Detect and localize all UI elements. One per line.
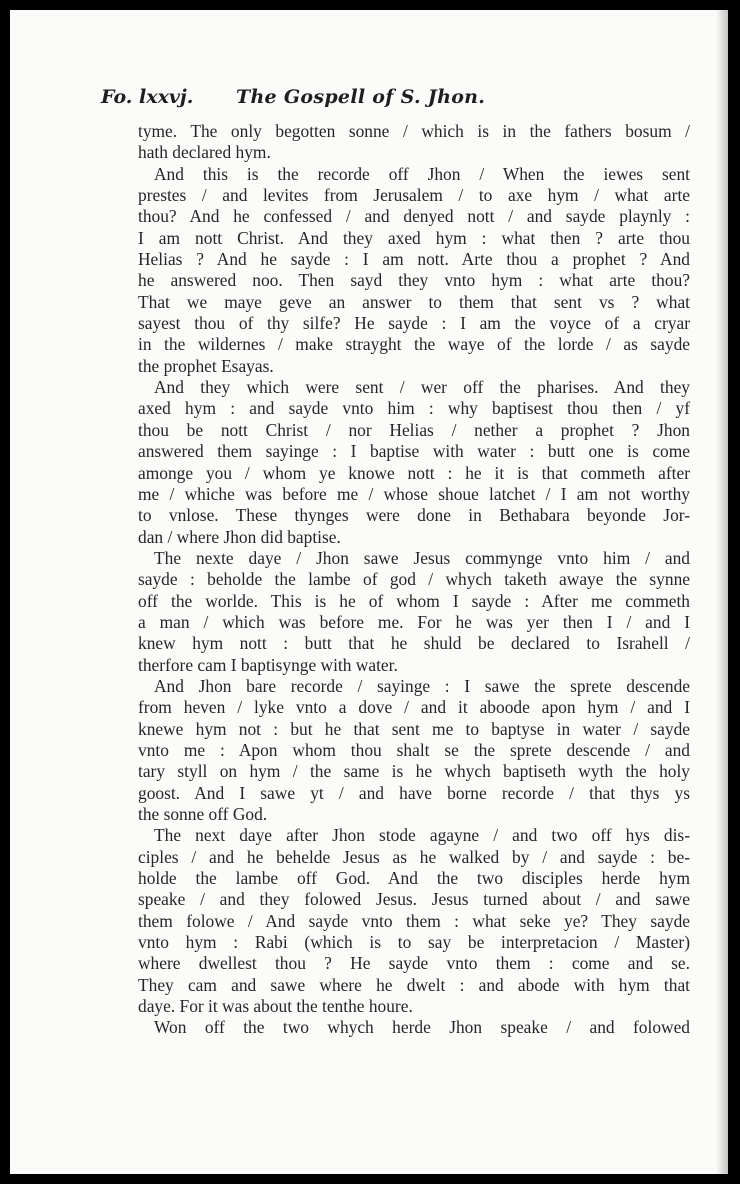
text-line: vnto hym : Rabi (which is to say be interpretacion / Master): [138, 932, 690, 953]
text-line: thou? And he confessed / and denyed nott / and sayde playnly :: [138, 206, 690, 227]
text-line: The next daye after Jhon stode agayne / and two off hys dis-: [154, 825, 690, 846]
text-line: goost. And I sawe yt / and have borne recorde / that thys ys: [138, 782, 690, 803]
text-line: them folowe / And sayde vnto them : what seke ye? They sayde: [138, 910, 690, 931]
text-line: I am nott Christ. And they axed hym : what then ? arte thou: [138, 227, 690, 248]
text-line: And they which were sent / wer off the pharises. And they: [154, 377, 690, 398]
text-line: thou be nott Christ / nor Helias / nether a prophet ? Jhon: [138, 419, 690, 440]
text-line: tyme. The only begotten sonne / which is in the fathers bosum /: [138, 121, 690, 141]
text-line: therfore cam I baptisynge with water.: [138, 654, 398, 675]
page-edge-shadow: [716, 10, 728, 1174]
text-line: They cam and sawe where he dwelt : and abode with hym that: [138, 974, 690, 995]
text-line: me / whiche was before me / whose shoue latchet / I am not worthy: [138, 483, 690, 504]
text-line: off the worlde. This is he of whom I sayde : After me commeth: [138, 590, 690, 611]
text-line: prestes / and levites from Jerusalem / to axe hym / what arte: [138, 185, 690, 206]
text-line: amonge you / whom ye knowe nott : he it is that commeth after: [138, 462, 690, 483]
text-line: the sonne off God.: [138, 804, 268, 824]
text-line: dan / where Jhon did baptise.: [138, 526, 341, 547]
book-page: [10, 10, 728, 1174]
text-line: in the wildernes / make strayght the waye of the lorde / as sayde: [138, 334, 690, 355]
text-line: That we maye geve an answer to them that sent vs ? what: [138, 291, 690, 312]
text-line: where dwellest thou ? He sayde vnto them : come and se.: [138, 953, 690, 974]
text-line: sayest thou of thy silfe? He sayde : I am the voyce of a cryar: [138, 313, 690, 334]
text-line: sayde : beholde the lambe of god / whych taketh awaye the synne: [138, 569, 690, 590]
text-line: The nexte daye / Jhon sawe Jesus commynge vnto him / and: [154, 547, 690, 568]
text-line: Helias ? And he sayde : I am nott. Arte thou a prophet ? And: [138, 249, 690, 270]
text-line: hath declared hym.: [138, 142, 271, 163]
text-line: speake / and they folowed Jesus. Jesus turned about / and sawe: [138, 889, 690, 910]
text-line: a man / which was before me. For he was yer then I / and I: [138, 611, 690, 632]
text-line: to vnlose. These thynges were done in Bethabara beyonde Jor-: [138, 505, 690, 526]
text-line: Won off the two whych herde Jhon speake / and folowed: [154, 1017, 690, 1038]
text-line: vnto me : Apon whom thou shalt se the sprete descende / and: [138, 739, 690, 760]
text-line: holde the lambe off God. And the two disciples herde hym: [138, 868, 690, 889]
running-header: [101, 82, 621, 116]
text-line: ciples / and he behelde Jesus as he walked by / and sayde : be-: [138, 846, 690, 867]
text-line: And this is the recorde off Jhon / When the iewes sent: [154, 163, 690, 184]
folio-number: Fo. lxxvj.: [101, 86, 194, 108]
text-line: And Jhon bare recorde / sayinge : I sawe the sprete descende: [154, 675, 690, 696]
text-line: he answered noo. Then sayd they vnto hym : what arte thou?: [138, 270, 690, 291]
text-line: axed hym : and sayde vnto him : why baptisest thou then / yf: [138, 398, 690, 419]
text-line: tary styll on hym / the same is he whych baptiseth wyth the holy: [138, 761, 690, 782]
body-text: [138, 121, 690, 1039]
text-line: knewe hym not : but he that sent me to baptyse in water / sayde: [138, 718, 690, 739]
running-title: The Gospell of S. Jhon.: [236, 86, 486, 108]
text-line: the prophet Esayas.: [138, 355, 274, 376]
text-line: from heven / lyke vnto a dove / and it aboode apon hym / and I: [138, 697, 690, 718]
text-line: answered them sayinge : I baptise with water : butt one is come: [138, 441, 690, 462]
text-line: daye. For it was about the tenthe houre.: [138, 996, 413, 1017]
text-line: knew hym nott : butt that he shuld be declared to Israhell /: [138, 633, 690, 654]
